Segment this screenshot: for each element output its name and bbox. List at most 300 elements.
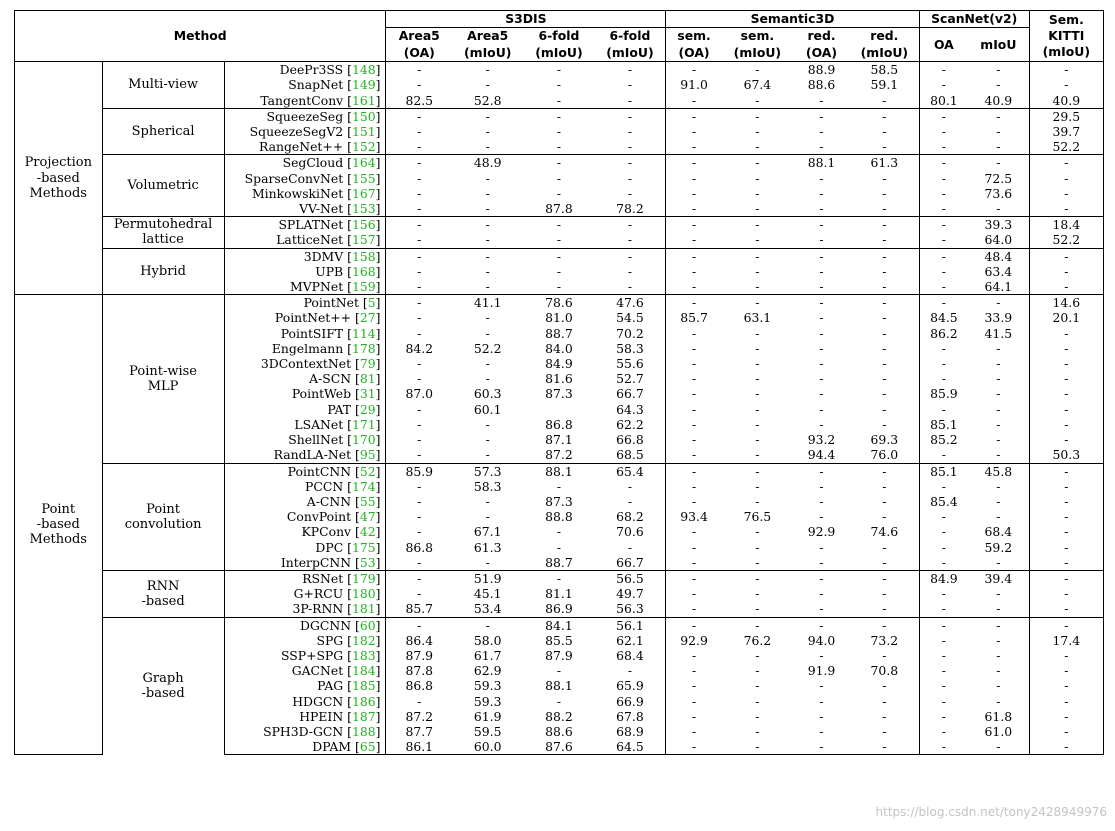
citation-link[interactable]: 158 [351, 248, 376, 264]
value-cell: - [941, 170, 946, 186]
value-cell: 87.0 [405, 386, 434, 402]
value-cell: - [556, 693, 562, 709]
value-cell: - [485, 416, 490, 432]
value-cell: - [1029, 186, 1103, 201]
value-cell: 86.2 [930, 325, 958, 341]
category-label: Point -based Methods [15, 295, 103, 755]
value-cell: - [595, 663, 666, 678]
value-cell: - [1029, 155, 1103, 171]
value-cell: - [691, 524, 697, 540]
value-cell: 87.1 [545, 432, 573, 448]
value-cell: - [417, 124, 422, 140]
value-cell: - [485, 232, 490, 248]
citation-link[interactable]: 155 [351, 170, 376, 186]
value-cell: - [755, 170, 760, 186]
citation-link[interactable]: 175 [351, 539, 376, 555]
citation-link[interactable]: 174 [351, 478, 376, 494]
value-cell: 29.5 [1029, 108, 1103, 124]
table-row [15, 295, 1104, 311]
value-cell: 66.9 [595, 694, 666, 709]
column-header: Area5 (mIoU) [452, 28, 523, 62]
method-name: VV-Net [153] [224, 201, 386, 217]
value-cell: - [452, 617, 523, 633]
value-cell: - [968, 739, 1029, 755]
citation-link[interactable]: 114 [351, 325, 376, 341]
table-row [15, 155, 1104, 171]
value-cell: - [941, 77, 946, 93]
value-cell: - [556, 279, 562, 295]
value-cell: - [850, 586, 919, 601]
method-name: DPC [175] [224, 540, 386, 555]
group-header-s3dis: S3DIS [386, 11, 666, 28]
value-cell: - [755, 432, 760, 448]
value-cell: - [941, 554, 946, 570]
value-cell: - [722, 248, 793, 264]
value-cell: - [968, 633, 1029, 648]
value-cell: - [666, 295, 722, 311]
value-cell: - [819, 478, 824, 494]
value-cell: 92.9 [680, 632, 708, 648]
value-cell: 58.3 [595, 341, 666, 356]
value-cell: - [1029, 739, 1103, 755]
value-cell: 47.6 [595, 295, 666, 311]
method-name: 3DMV [158] [224, 248, 386, 264]
value-cell: 18.4 [1029, 217, 1103, 233]
value-cell: - [755, 232, 760, 248]
value-cell: - [691, 201, 697, 217]
value-cell: 70.8 [850, 663, 919, 678]
value-cell: - [691, 554, 697, 570]
value-cell: - [1029, 248, 1103, 264]
value-cell: 61.7 [473, 647, 502, 663]
value-cell: - [691, 279, 697, 295]
value-cell: 70.6 [595, 524, 666, 539]
value-cell: - [850, 724, 919, 739]
value-cell: 86.9 [545, 601, 573, 617]
table-row [15, 108, 1104, 124]
value-cell: 58.3 [473, 478, 502, 494]
method-name: SnapNet [149] [224, 77, 386, 92]
method-name: SPLATNet [156] [224, 217, 386, 233]
value-cell: 85.7 [405, 601, 434, 617]
value-cell: 41.1 [452, 295, 523, 311]
value-cell: - [941, 663, 946, 679]
value-cell: - [417, 232, 422, 248]
citation-link[interactable]: 52 [359, 463, 376, 479]
value-cell: - [941, 401, 946, 417]
value-cell: - [595, 62, 666, 78]
value-cell: - [595, 494, 666, 509]
value-cell: - [850, 709, 919, 724]
value-cell: 86.8 [405, 678, 434, 694]
value-cell: 60.1 [473, 401, 502, 417]
value-cell: - [941, 139, 946, 155]
subcategory-label: Spherical [102, 108, 224, 155]
value-cell: - [485, 432, 490, 448]
value-cell: - [941, 509, 946, 525]
value-cell: - [919, 108, 968, 124]
value-cell: - [556, 139, 562, 155]
value-cell: - [793, 570, 850, 586]
citation-link[interactable]: 149 [351, 77, 376, 93]
value-cell: - [417, 401, 422, 417]
value-cell: 87.3 [545, 386, 573, 402]
value-cell: - [523, 108, 594, 124]
value-cell: - [941, 447, 946, 463]
value-cell: - [556, 185, 562, 201]
citation-link[interactable]: 42 [359, 524, 376, 540]
value-cell: - [417, 432, 422, 448]
value-cell: - [919, 217, 968, 233]
value-cell: - [595, 139, 666, 155]
value-cell: - [417, 554, 422, 570]
value-cell: - [755, 663, 760, 679]
value-cell: 80.1 [930, 92, 958, 108]
value-cell: - [755, 340, 760, 356]
value-cell: - [850, 279, 919, 295]
citation-link[interactable]: 188 [351, 723, 376, 739]
value-cell: - [1029, 648, 1103, 663]
value-cell: - [1029, 356, 1103, 371]
value-cell: - [722, 155, 793, 171]
value-cell: - [666, 62, 722, 78]
value-cell: - [691, 185, 697, 201]
value-cell: - [941, 539, 946, 555]
citation-link[interactable]: 65 [359, 739, 376, 755]
value-cell: - [452, 217, 523, 233]
citation-link[interactable]: 182 [351, 632, 376, 648]
value-cell: - [1029, 279, 1103, 295]
value-cell: 87.9 [545, 647, 573, 663]
value-cell: 88.2 [545, 708, 573, 724]
method-name: SPH3D-GCN [188] [224, 724, 386, 739]
value-cell: - [968, 341, 1029, 356]
value-cell: - [850, 570, 919, 586]
value-cell: 88.7 [545, 554, 573, 570]
value-cell: - [850, 217, 919, 233]
value-cell: - [968, 617, 1029, 633]
citation-link[interactable]: 79 [359, 356, 376, 372]
value-cell: 93.2 [807, 432, 836, 448]
value-cell: 68.4 [595, 648, 666, 663]
value-cell: - [691, 601, 697, 617]
citation-link[interactable]: 167 [351, 185, 376, 201]
value-cell: - [755, 539, 760, 555]
citation-link[interactable]: 159 [351, 279, 376, 295]
citation-link[interactable]: 31 [359, 386, 376, 402]
value-cell: 87.6 [523, 739, 594, 755]
value-cell: 88.7 [545, 325, 573, 341]
citation-link[interactable]: 95 [359, 447, 376, 463]
value-cell: - [595, 171, 666, 186]
value-cell: - [819, 310, 824, 326]
value-cell: - [941, 723, 946, 739]
value-cell: - [850, 540, 919, 555]
value-cell: - [941, 524, 946, 540]
value-cell: - [485, 201, 490, 217]
value-cell: - [968, 62, 1029, 78]
value-cell: - [793, 248, 850, 264]
value-cell: - [1029, 62, 1103, 78]
value-cell: - [1029, 386, 1103, 401]
method-name: ShellNet [170] [224, 432, 386, 447]
citation-link[interactable]: 60 [359, 617, 376, 633]
citation-link[interactable]: 184 [351, 663, 376, 679]
citation-link[interactable]: 152 [351, 139, 376, 155]
value-cell: 76.0 [850, 447, 919, 463]
value-cell: 85.1 [919, 463, 968, 479]
method-name: SparseConvNet [155] [224, 171, 386, 186]
value-cell: 93.4 [680, 509, 708, 525]
method-name: A-SCN [81] [224, 371, 386, 386]
value-cell: 86.8 [545, 416, 573, 432]
value-cell: - [691, 92, 697, 108]
value-cell: - [452, 108, 523, 124]
value-cell: - [523, 155, 594, 171]
value-cell: - [850, 171, 919, 186]
method-name: G+RCU [180] [224, 586, 386, 601]
value-cell: 73.6 [968, 186, 1029, 201]
citation-link[interactable]: 164 [351, 155, 376, 171]
value-cell: 88.1 [545, 678, 573, 694]
citation-link[interactable]: 29 [359, 401, 376, 417]
citation-link[interactable]: 185 [351, 678, 376, 694]
value-cell: - [523, 248, 594, 264]
value-cell: 64.1 [968, 279, 1029, 295]
value-cell: - [819, 678, 824, 694]
citation-link[interactable]: 170 [351, 432, 376, 448]
value-cell: - [1029, 432, 1103, 447]
value-cell: 45.8 [968, 463, 1029, 479]
value-cell: - [1029, 77, 1103, 92]
value-cell: 48.4 [968, 248, 1029, 264]
value-cell: - [691, 723, 697, 739]
value-cell: - [485, 139, 490, 155]
value-cell: - [595, 264, 666, 279]
subcategory-label: Hybrid [102, 248, 224, 295]
value-cell: - [595, 279, 666, 295]
value-cell: - [1029, 524, 1103, 539]
value-cell: 68.2 [595, 509, 666, 524]
value-cell: - [691, 340, 697, 356]
citation-link[interactable]: 179 [351, 570, 376, 586]
citation-link[interactable]: 187 [351, 708, 376, 724]
method-name: ConvPoint [47] [224, 509, 386, 524]
value-cell: - [968, 694, 1029, 709]
value-cell: - [1029, 463, 1103, 479]
value-cell: - [722, 570, 793, 586]
value-cell: - [386, 62, 452, 78]
value-cell: - [1029, 341, 1103, 356]
group-header-scannet: ScanNet(v2) [919, 11, 1029, 28]
value-cell: 57.3 [452, 463, 523, 479]
value-cell: 41.5 [968, 326, 1029, 341]
group-header-semantic3d: Semantic3D [666, 11, 919, 28]
citation-link[interactable]: 153 [351, 201, 376, 217]
value-cell: 61.0 [968, 724, 1029, 739]
value-cell: - [1029, 402, 1103, 417]
citation-link[interactable]: 186 [351, 693, 376, 709]
value-cell: 85.4 [930, 493, 958, 509]
value-cell: - [819, 401, 824, 417]
value-cell: - [666, 570, 722, 586]
subcategory-label: Graph -based [102, 617, 224, 755]
value-cell: - [1029, 509, 1103, 524]
value-cell: 53.4 [473, 601, 502, 617]
value-cell: 81.0 [545, 310, 573, 326]
value-cell: 86.4 [405, 632, 434, 648]
citation-link[interactable]: 150 [351, 108, 376, 124]
value-cell: - [850, 678, 919, 693]
value-cell: - [666, 217, 722, 233]
citation-link[interactable]: 178 [351, 340, 376, 356]
value-cell: - [417, 478, 422, 494]
value-cell: 45.1 [473, 586, 502, 602]
value-cell: - [755, 601, 760, 617]
citation-link[interactable]: 171 [351, 416, 376, 432]
value-cell: - [595, 248, 666, 264]
value-cell: - [595, 479, 666, 494]
value-cell: 52.2 [473, 340, 502, 356]
value-cell: - [941, 601, 946, 617]
value-cell: - [691, 493, 697, 509]
value-cell: 66.8 [595, 432, 666, 447]
value-cell: 65.4 [595, 463, 666, 479]
citation-link[interactable]: 156 [351, 217, 376, 233]
value-cell: - [485, 447, 490, 463]
value-cell: - [941, 478, 946, 494]
value-cell: - [722, 62, 793, 78]
value-cell: - [968, 648, 1029, 663]
value-cell: - [941, 263, 946, 279]
value-cell: - [819, 279, 824, 295]
citation-link[interactable]: 161 [351, 92, 376, 108]
citation-link[interactable]: 168 [351, 263, 376, 279]
value-cell: 64.3 [595, 402, 666, 417]
value-cell: - [1029, 417, 1103, 432]
value-cell: 85.7 [680, 310, 708, 326]
value-cell: - [850, 739, 919, 755]
citation-link[interactable]: 148 [351, 62, 376, 78]
value-cell: - [755, 647, 760, 663]
value-cell: - [850, 326, 919, 341]
value-cell: - [595, 108, 666, 124]
value-cell: - [941, 647, 946, 663]
value-cell: - [666, 739, 722, 755]
citation-link[interactable]: 151 [351, 124, 376, 140]
value-cell: - [850, 402, 919, 417]
value-cell: - [1029, 570, 1103, 586]
value-cell: - [850, 371, 919, 386]
value-cell: 56.1 [595, 617, 666, 633]
method-name: KPConv [42] [224, 524, 386, 539]
citation-link[interactable]: 27 [359, 310, 376, 326]
value-cell: - [417, 185, 422, 201]
value-cell: - [755, 416, 760, 432]
method-name: SqueezeSeg [150] [224, 108, 386, 124]
value-cell: - [919, 155, 968, 171]
subcategory-label: Volumetric [102, 155, 224, 217]
method-name: RangeNet++ [152] [224, 139, 386, 155]
value-cell: 64.5 [595, 739, 666, 755]
value-cell: - [850, 463, 919, 479]
value-cell: 84.1 [523, 617, 594, 633]
value-cell: 52.2 [1029, 139, 1103, 155]
value-cell: - [595, 93, 666, 109]
value-cell: - [556, 524, 562, 540]
value-cell: 52.8 [473, 92, 502, 108]
value-cell: - [850, 356, 919, 371]
value-cell: 88.6 [807, 77, 836, 93]
value-cell: - [556, 539, 562, 555]
value-cell: - [691, 356, 697, 372]
citation-link[interactable]: 157 [351, 232, 376, 248]
method-name: DPAM [65] [224, 739, 386, 755]
value-cell: - [850, 295, 919, 311]
citation-link[interactable]: 81 [359, 371, 376, 387]
value-cell: - [941, 632, 946, 648]
value-cell: - [691, 325, 697, 341]
value-cell: - [417, 170, 422, 186]
value-cell: 88.9 [793, 62, 850, 78]
value-cell: - [485, 279, 490, 295]
value-cell: 85.9 [930, 386, 958, 402]
value-cell: - [556, 77, 562, 93]
citation-link[interactable]: 5 [367, 295, 376, 311]
value-cell: 68.9 [595, 724, 666, 739]
value-cell: 63.1 [743, 310, 772, 326]
value-cell: - [755, 554, 760, 570]
column-header: OA [919, 28, 968, 62]
value-cell: - [793, 295, 850, 311]
value-cell: - [452, 62, 523, 78]
value-cell: - [1029, 694, 1103, 709]
value-cell: - [485, 325, 490, 341]
value-cell: - [691, 371, 697, 387]
citation-link[interactable]: 55 [359, 493, 376, 509]
value-cell: - [793, 108, 850, 124]
value-cell: - [691, 432, 697, 448]
value-cell: 59.2 [968, 540, 1029, 555]
value-cell: - [850, 139, 919, 155]
value-cell: - [1029, 601, 1103, 617]
value-cell: 51.9 [452, 570, 523, 586]
value-cell: - [819, 723, 824, 739]
value-cell: - [850, 248, 919, 264]
value-cell: - [755, 478, 760, 494]
value-cell: 69.3 [850, 432, 919, 447]
value-cell: - [417, 447, 422, 463]
citation-link[interactable]: 53 [359, 554, 376, 570]
citation-link[interactable]: 181 [351, 601, 376, 617]
value-cell: 68.4 [968, 524, 1029, 539]
value-cell: 84.9 [545, 356, 573, 372]
value-cell: 76.5 [743, 509, 772, 525]
value-cell: 74.6 [850, 524, 919, 539]
value-cell: 87.7 [405, 723, 434, 739]
value-cell: 49.7 [595, 586, 666, 601]
value-cell: 85.1 [930, 416, 958, 432]
value-cell: - [485, 185, 490, 201]
citation-link[interactable]: 180 [351, 586, 376, 602]
citation-link[interactable]: 47 [359, 509, 376, 525]
value-cell: - [1029, 494, 1103, 509]
table-row [15, 217, 1104, 233]
value-cell: 62.1 [595, 633, 666, 648]
value-cell: - [819, 201, 824, 217]
value-cell: - [941, 185, 946, 201]
citation-link[interactable]: 183 [351, 647, 376, 663]
